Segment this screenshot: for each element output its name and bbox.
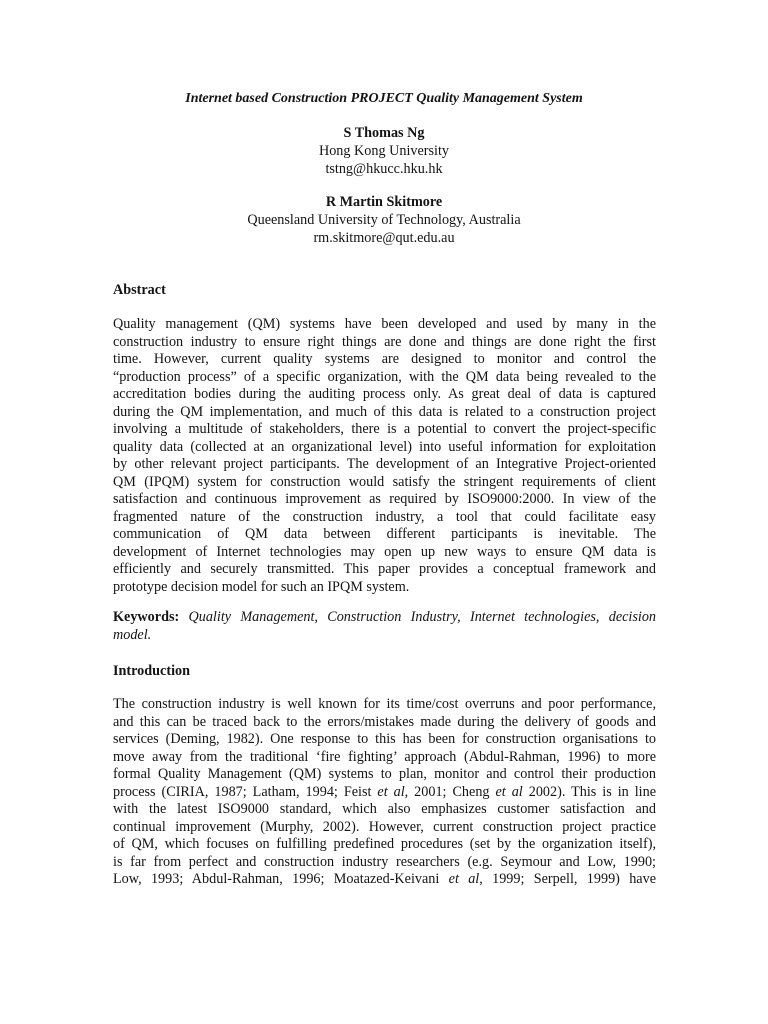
keywords-paragraph bbox=[113, 609, 656, 644]
author-email: rm.skitmore@qut.edu.au bbox=[313, 230, 455, 246]
abstract-line: “production process” of a specific organization, with the QM data being revealed to the bbox=[113, 368, 656, 385]
introduction-paragraph bbox=[113, 696, 656, 889]
abstract-line: prototype decision model for such an IPQM system. bbox=[113, 578, 410, 595]
author-block-1 bbox=[0, 124, 768, 178]
abstract-line: by other relevant project participants. The development of an Integrative Project-oriented bbox=[113, 456, 656, 472]
abstract-line: fragmented nature of the construction industry, a tool that could facilitate easy bbox=[113, 508, 656, 525]
intro-line: move away from the traditional ‘fire fighting’ approach (Abdul-Rahman, 1996) to more bbox=[113, 748, 656, 765]
author-name: S Thomas Ng bbox=[343, 125, 425, 141]
abstract-line: involving a multitude of stakeholders, there is a potential to convert the project-specific bbox=[113, 421, 656, 437]
author-block-2 bbox=[0, 193, 768, 247]
intro-line: and this can be traced back to the errors/mistakes made during the delivery of goods and bbox=[113, 713, 656, 730]
paper-title: Internet based Construction PROJECT Quality Management System bbox=[185, 91, 583, 106]
author-affiliation: Queensland University of Technology, Australia bbox=[247, 212, 521, 228]
abstract-line: time. However, current quality systems are designed to monitor and control the bbox=[113, 351, 656, 367]
keywords-line bbox=[113, 609, 656, 627]
abstract-line: quality data (collected at an organizational level) into useful information for exploitation bbox=[113, 438, 656, 455]
keywords-line bbox=[113, 627, 656, 645]
abstract-line: during the QM implementation, and much of this data is related to a construction project bbox=[113, 403, 656, 420]
intro-line: The construction industry is well known for its time/cost overruns and poor performance, bbox=[113, 696, 656, 712]
intro-line: process (CIRIA, 1987; Latham, 1994; Feist et al, 2001; Cheng et al 2002). This is in line bbox=[113, 783, 657, 800]
keywords-text: model. bbox=[113, 626, 152, 643]
intro-line: continual improvement (Murphy, 2002). However, current construction project practice bbox=[113, 818, 656, 835]
abstract-line: Quality management (QM) systems have been developed and used by many in the bbox=[113, 316, 656, 332]
abstract-line: efficiently and securely transmitted. This paper provides a conceptual framework and bbox=[113, 561, 656, 577]
intro-line: formal Quality Management (QM) systems to plan, monitor and control their production bbox=[113, 766, 656, 782]
intro-line: is far from perfect and construction industry researchers (e.g. Seymour and Low, 1990; bbox=[113, 853, 656, 870]
abstract-line: development of Internet technologies may open up new ways to ensure QM data is bbox=[113, 543, 656, 560]
author-name: R Martin Skitmore bbox=[325, 194, 443, 210]
keywords-label: Keywords: bbox=[113, 609, 180, 625]
abstract-heading: Abstract bbox=[113, 282, 166, 298]
author-email: tstng@hkucc.hku.hk bbox=[325, 161, 443, 177]
intro-line: of QM, which focuses on fulfilling predefined procedures (set by the organization itself), bbox=[113, 836, 656, 852]
abstract-paragraph bbox=[113, 316, 656, 596]
introduction-heading: Introduction bbox=[113, 663, 190, 679]
abstract-line: QM (IPQM) system for construction would satisfy the stringent requirements of client bbox=[113, 473, 656, 490]
keywords-text: Quality Management, Construction Industry, Internet technologies, decision bbox=[188, 609, 657, 625]
intro-line: with the latest ISO9000 standard, which also emphasizes customer satisfaction and bbox=[113, 801, 656, 817]
abstract-line: accreditation bodies during the auditing process only. As great deal of data is captured bbox=[113, 386, 656, 402]
abstract-line: communication of QM data between different participants is inevitable. The bbox=[113, 526, 656, 542]
author-affiliation: Hong Kong University bbox=[318, 143, 450, 159]
abstract-line: satisfaction and continuous improvement as required by ISO9000:2000. In view of the bbox=[113, 491, 656, 507]
abstract-line: construction industry to ensure right things are done and things are done right the first bbox=[113, 333, 656, 350]
intro-line: Low, 1993; Abdul-Rahman, 1996; Moatazed-Keivani et al, 1999; Serpell, 1999) have bbox=[113, 871, 656, 887]
intro-line: services (Deming, 1982). One response to this has been for construction organisations to bbox=[113, 731, 656, 747]
